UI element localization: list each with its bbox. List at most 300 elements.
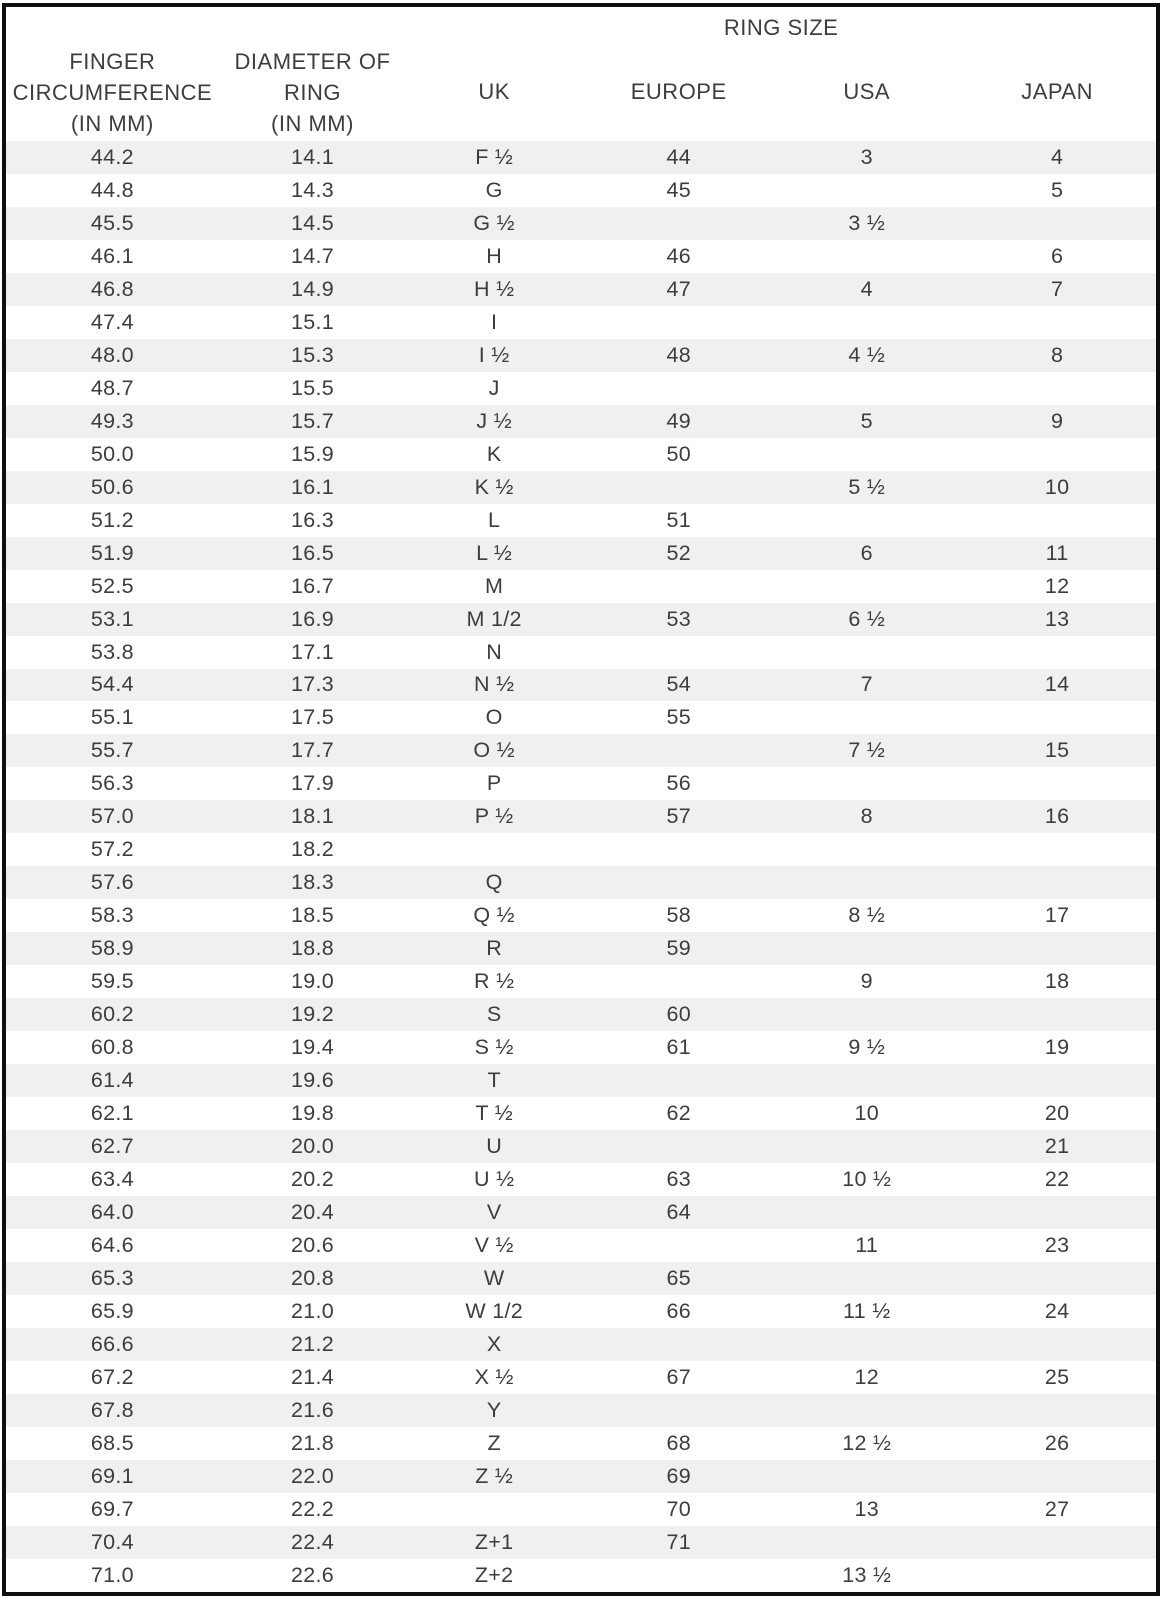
table-cell: 19.8 xyxy=(290,1101,334,1126)
table-cell xyxy=(775,438,958,471)
table-row xyxy=(6,1196,1156,1229)
table-cell: 55.1 xyxy=(90,705,134,730)
table-cell: 12 ½ xyxy=(842,1430,892,1455)
table-cell: 46.8 xyxy=(90,276,134,301)
table-row xyxy=(6,1064,1156,1097)
table-cell: 7 ½ xyxy=(848,738,886,763)
table-cell: 4 xyxy=(1050,144,1064,169)
table-row xyxy=(6,504,1156,537)
table-cell: 19.4 xyxy=(290,1035,334,1060)
table-cell: 67.8 xyxy=(90,1397,134,1422)
table-cell: 21.2 xyxy=(290,1331,334,1356)
table-cell: K ½ xyxy=(474,474,514,499)
table-cell xyxy=(958,1262,1156,1295)
table-cell: 44.2 xyxy=(90,144,134,169)
table-cell: 61 xyxy=(666,1035,691,1060)
table-cell xyxy=(582,1394,775,1427)
table-row xyxy=(6,1526,1156,1559)
table-cell: 49.3 xyxy=(90,408,134,433)
table-cell: 48.0 xyxy=(90,342,134,367)
table-cell xyxy=(775,1130,958,1163)
table-cell: 65 xyxy=(666,1265,691,1290)
table-row xyxy=(6,1097,1156,1130)
table-cell: 68.5 xyxy=(90,1430,134,1455)
table-cell: K xyxy=(486,441,502,466)
table-cell: 3 xyxy=(860,144,873,169)
table-cell: 52.5 xyxy=(90,573,134,598)
table-cell xyxy=(775,504,958,537)
table-cell: P ½ xyxy=(474,804,514,829)
table-cell: 69.7 xyxy=(90,1496,134,1521)
table-cell: P xyxy=(486,771,502,796)
table-cell: 7 xyxy=(1050,276,1064,301)
table-cell: 65.3 xyxy=(90,1265,134,1290)
table-row xyxy=(6,603,1156,636)
table-cell xyxy=(582,866,775,899)
table-cell xyxy=(406,833,582,866)
table-cell: 62 xyxy=(666,1101,691,1126)
table-cell: 27 xyxy=(1044,1496,1070,1521)
table-cell xyxy=(958,1196,1156,1229)
table-cell: 50.6 xyxy=(90,474,134,499)
table-row xyxy=(6,1262,1156,1295)
table-cell: 16.3 xyxy=(290,507,334,532)
table-cell: N ½ xyxy=(473,672,515,697)
header-uk: UK xyxy=(478,79,510,104)
table-cell: 16.9 xyxy=(290,606,334,631)
table-cell xyxy=(582,734,775,767)
table-row xyxy=(6,1361,1156,1394)
table-cell: 18.5 xyxy=(290,903,334,928)
table-cell: 15.9 xyxy=(290,441,334,466)
table-cell: 54 xyxy=(666,672,691,697)
table-cell: 57.0 xyxy=(90,804,134,829)
table-cell: 70 xyxy=(666,1496,691,1521)
table-cell: 6 xyxy=(1050,243,1064,268)
table-row xyxy=(6,1295,1156,1328)
table-cell: T ½ xyxy=(475,1101,513,1126)
table-cell: 48 xyxy=(666,342,691,367)
table-row xyxy=(6,141,1156,174)
table-cell: 68 xyxy=(666,1430,691,1455)
header-europe: EUROPE xyxy=(630,79,727,104)
table-cell xyxy=(775,240,958,273)
table-row xyxy=(6,438,1156,471)
table-cell xyxy=(775,833,958,866)
table-cell: V xyxy=(486,1199,502,1224)
table-frame xyxy=(2,3,1160,1596)
table-row xyxy=(6,734,1156,767)
table-cell: 19.0 xyxy=(290,969,334,994)
table-cell: I xyxy=(491,309,498,334)
table-cell: 14 xyxy=(1044,672,1070,697)
table-cell: 18.8 xyxy=(290,936,334,961)
table-cell xyxy=(582,372,775,405)
table-cell: H ½ xyxy=(473,276,515,301)
table-row xyxy=(6,701,1156,734)
table-cell: 51 xyxy=(666,507,691,532)
table-cell: G xyxy=(485,177,503,202)
table-cell: 13 xyxy=(854,1496,879,1521)
table-row xyxy=(6,1130,1156,1163)
table-cell: 69.1 xyxy=(90,1463,134,1488)
table-cell: R ½ xyxy=(473,969,515,994)
table-cell: 21.0 xyxy=(290,1298,334,1323)
table-cell: 7 xyxy=(860,672,873,697)
table-cell: W xyxy=(483,1265,505,1290)
table-cell: 10 ½ xyxy=(842,1167,892,1192)
table-cell: 13 xyxy=(1044,606,1070,631)
table-cell: 5 xyxy=(1050,177,1064,202)
table-cell: 24 xyxy=(1044,1298,1070,1323)
table-cell: 65.9 xyxy=(90,1298,134,1323)
table-cell: 66 xyxy=(666,1298,691,1323)
table-cell: 18.3 xyxy=(290,870,334,895)
header-finger-circumference xyxy=(6,43,219,141)
table-cell xyxy=(582,636,775,669)
table-cell xyxy=(582,570,775,603)
table-row xyxy=(6,800,1156,833)
table-cell: 64.6 xyxy=(90,1232,134,1257)
table-cell xyxy=(775,1394,958,1427)
table-cell xyxy=(775,174,958,207)
table-cell: 44 xyxy=(666,144,691,169)
table-cell xyxy=(406,1493,582,1526)
table-cell: 13 ½ xyxy=(842,1562,892,1587)
table-cell: S xyxy=(486,1002,502,1027)
table-cell xyxy=(958,207,1156,240)
table-cell: N xyxy=(486,639,503,664)
table-cell: 49 xyxy=(666,408,691,433)
table-cell xyxy=(958,636,1156,669)
table-cell: 19.2 xyxy=(290,1002,334,1027)
table-cell: Z ½ xyxy=(475,1463,514,1488)
table-row xyxy=(6,174,1156,207)
table-cell xyxy=(582,207,775,240)
table-cell: Z xyxy=(487,1430,501,1455)
table-cell: 71 xyxy=(666,1529,691,1554)
table-cell xyxy=(582,1064,775,1097)
table-cell: 59 xyxy=(666,936,691,961)
table-cell xyxy=(775,306,958,339)
table-row xyxy=(6,899,1156,932)
table-cell: 4 xyxy=(860,276,873,301)
table-cell: 8 xyxy=(1050,342,1064,367)
table-cell: 55.7 xyxy=(90,738,134,763)
table-cell: 67 xyxy=(666,1364,691,1389)
table-cell: 52 xyxy=(666,540,691,565)
table-cell: 12 xyxy=(854,1364,879,1389)
table-cell: 58 xyxy=(666,903,691,928)
table-cell xyxy=(775,932,958,965)
table-row xyxy=(6,372,1156,405)
table-cell: S ½ xyxy=(474,1035,514,1060)
table-cell: X xyxy=(486,1331,502,1356)
table-cell: 64 xyxy=(666,1199,691,1224)
table-cell: 12 xyxy=(1044,573,1070,598)
table-row xyxy=(6,1493,1156,1526)
table-cell: 63 xyxy=(666,1167,691,1192)
table-cell: 70.4 xyxy=(90,1529,134,1554)
header-diameter-line1: DIAMETER OF xyxy=(234,48,391,74)
table-cell: 20.6 xyxy=(290,1232,334,1257)
table-cell: 16.7 xyxy=(290,573,334,598)
table-cell: 23 xyxy=(1044,1232,1070,1257)
table-row xyxy=(6,965,1156,998)
table-row xyxy=(6,537,1156,570)
table-cell: 51.9 xyxy=(90,540,134,565)
table-cell: 18.2 xyxy=(290,837,334,862)
table-cell xyxy=(582,306,775,339)
table-cell: 21 xyxy=(1044,1134,1070,1159)
table-cell xyxy=(958,1064,1156,1097)
table-cell xyxy=(958,438,1156,471)
title-row xyxy=(6,7,1156,43)
table-cell: 18 xyxy=(1044,969,1070,994)
table-row xyxy=(6,240,1156,273)
table-row xyxy=(6,866,1156,899)
table-cell: 14.3 xyxy=(290,177,334,202)
table-cell: 20.4 xyxy=(290,1199,334,1224)
column-header-row xyxy=(6,43,1156,141)
table-cell: 16.5 xyxy=(290,540,334,565)
table-cell xyxy=(958,1394,1156,1427)
table-cell: 16.1 xyxy=(290,474,334,499)
table-cell: I ½ xyxy=(478,342,510,367)
table-row xyxy=(6,207,1156,240)
table-cell: 66.6 xyxy=(90,1331,134,1356)
table-cell xyxy=(775,998,958,1031)
header-finger-circumference-line2: CIRCUMFERENCE xyxy=(12,79,213,105)
table-cell: 57 xyxy=(666,804,691,829)
table-cell: 17.9 xyxy=(290,771,334,796)
table-cell: T xyxy=(487,1068,501,1093)
table-cell xyxy=(775,1328,958,1361)
table-row xyxy=(6,471,1156,504)
table-cell: F ½ xyxy=(475,144,514,169)
table-cell: 60.2 xyxy=(90,1002,134,1027)
table-row xyxy=(6,998,1156,1031)
header-finger-circumference-line3: (IN MM) xyxy=(70,110,154,136)
table-cell xyxy=(958,1559,1156,1592)
header-diameter-line3: (IN MM) xyxy=(271,110,354,136)
table-cell: Q ½ xyxy=(473,903,515,928)
table-cell xyxy=(775,701,958,734)
table-cell xyxy=(582,1328,775,1361)
table-row xyxy=(6,1394,1156,1427)
table-cell: 67.2 xyxy=(90,1364,134,1389)
table-cell: 9 xyxy=(860,969,873,994)
table-cell: L xyxy=(488,507,501,532)
table-cell: X ½ xyxy=(474,1364,514,1389)
header-usa: USA xyxy=(843,79,891,104)
table-cell: 19.6 xyxy=(290,1068,334,1093)
table-cell: 59.5 xyxy=(90,969,134,994)
table-cell xyxy=(775,767,958,800)
table-row xyxy=(6,1427,1156,1460)
table-cell: 71.0 xyxy=(90,1562,134,1587)
table-row xyxy=(6,405,1156,438)
table-cell: 21.6 xyxy=(290,1397,334,1422)
header-finger-circumference-line1: FINGER xyxy=(69,48,156,74)
table-cell xyxy=(958,1460,1156,1493)
table-cell: 14.1 xyxy=(290,144,334,169)
table-cell: 64.0 xyxy=(90,1199,134,1224)
table-cell: 11 xyxy=(855,1232,879,1257)
ring-size-conversion-table xyxy=(6,7,1156,1592)
table-cell: 17 xyxy=(1044,903,1070,928)
table-cell: Y xyxy=(486,1397,502,1422)
table-cell: 5 xyxy=(860,408,873,433)
table-cell: 3 ½ xyxy=(848,210,886,235)
table-cell: 21.8 xyxy=(290,1430,334,1455)
table-cell: 50.0 xyxy=(90,441,134,466)
header-diameter-of-ring xyxy=(219,43,406,141)
table-cell: Z+1 xyxy=(474,1529,514,1554)
table-cell: J ½ xyxy=(476,408,512,433)
header-diameter-line2: RING xyxy=(283,79,341,105)
table-cell: 15.3 xyxy=(290,342,334,367)
table-cell: 10 xyxy=(854,1101,879,1126)
table-cell: 53.1 xyxy=(90,606,134,631)
table-cell: 61.4 xyxy=(90,1068,134,1093)
table-cell: 26 xyxy=(1044,1430,1070,1455)
table-cell xyxy=(582,471,775,504)
table-cell: 60.8 xyxy=(90,1035,134,1060)
table-cell: 20.0 xyxy=(290,1134,334,1159)
table-row xyxy=(6,932,1156,965)
table-cell: 6 xyxy=(860,540,873,565)
table-cell xyxy=(582,833,775,866)
table-cell xyxy=(958,833,1156,866)
table-cell: 15.7 xyxy=(290,408,334,433)
title-spacer xyxy=(6,7,406,43)
table-cell: 45.5 xyxy=(90,210,134,235)
table-cell: 15 xyxy=(1044,738,1070,763)
table-cell: 56 xyxy=(666,771,691,796)
table-cell xyxy=(775,1526,958,1559)
table-row xyxy=(6,833,1156,866)
table-cell: G ½ xyxy=(473,210,515,235)
table-row xyxy=(6,669,1156,702)
table-cell: 62.7 xyxy=(90,1134,134,1159)
table-cell: 47 xyxy=(666,276,691,301)
table-cell xyxy=(958,1328,1156,1361)
table-cell xyxy=(775,1064,958,1097)
table-cell: 8 xyxy=(860,804,873,829)
table-cell: 25 xyxy=(1044,1364,1070,1389)
table-cell: Z+2 xyxy=(474,1562,514,1587)
table-row xyxy=(6,1460,1156,1493)
table-cell: Q xyxy=(485,870,503,895)
table-cell: 22.4 xyxy=(290,1529,334,1554)
table-cell xyxy=(958,1526,1156,1559)
table-row xyxy=(6,1031,1156,1064)
table-cell: 57.2 xyxy=(90,837,134,862)
table-cell: 14.5 xyxy=(290,210,334,235)
table-cell: M 1/2 xyxy=(466,606,522,631)
table-header xyxy=(6,7,1156,141)
table-cell: 57.6 xyxy=(90,870,134,895)
table-cell: 18.1 xyxy=(290,804,334,829)
table-cell xyxy=(958,767,1156,800)
table-cell: 44.8 xyxy=(90,177,134,202)
table-cell: 56.3 xyxy=(90,771,134,796)
table-cell: 51.2 xyxy=(90,507,134,532)
table-cell: 17.1 xyxy=(290,639,334,664)
table-cell: 17.7 xyxy=(290,738,334,763)
table-cell: J xyxy=(488,375,500,400)
table-cell: 11 ½ xyxy=(843,1298,891,1323)
table-cell xyxy=(958,306,1156,339)
table-cell xyxy=(582,1130,775,1163)
table-cell xyxy=(775,636,958,669)
table-cell: 46 xyxy=(666,243,691,268)
table-cell xyxy=(582,1229,775,1262)
table-row xyxy=(6,636,1156,669)
table-cell: M xyxy=(485,573,504,598)
table-cell: 20.2 xyxy=(290,1167,334,1192)
table-cell: 14.9 xyxy=(290,276,334,301)
header-japan: JAPAN xyxy=(1021,79,1093,104)
table-row xyxy=(6,767,1156,800)
ring-size-title: RING SIZE xyxy=(723,15,839,40)
table-cell xyxy=(958,998,1156,1031)
table-cell: 53 xyxy=(666,606,691,631)
table-cell: 54.4 xyxy=(90,672,134,697)
table-cell: O xyxy=(485,705,503,730)
table-cell xyxy=(958,372,1156,405)
table-cell: 69 xyxy=(666,1463,691,1488)
table-cell: 47.4 xyxy=(90,309,134,334)
table-cell: 45 xyxy=(666,177,691,202)
table-cell: U ½ xyxy=(473,1167,515,1192)
table-cell: 17.5 xyxy=(290,705,334,730)
table-cell: U xyxy=(486,1134,503,1159)
table-cell: L ½ xyxy=(476,540,513,565)
table-body xyxy=(6,141,1156,1592)
table-cell: 50 xyxy=(666,441,691,466)
table-cell: 22.0 xyxy=(290,1463,334,1488)
table-cell: 22 xyxy=(1044,1167,1070,1192)
table-cell xyxy=(582,1559,775,1592)
table-cell xyxy=(958,504,1156,537)
table-cell: 6 ½ xyxy=(848,606,886,631)
table-cell: 53.8 xyxy=(90,639,134,664)
table-cell xyxy=(958,866,1156,899)
table-cell: 46.1 xyxy=(90,243,134,268)
table-cell: 58.3 xyxy=(90,903,134,928)
table-cell: 60 xyxy=(666,1002,691,1027)
table-cell: 21.4 xyxy=(290,1364,334,1389)
table-cell: 9 xyxy=(1050,408,1064,433)
table-cell: 55 xyxy=(666,705,691,730)
table-cell: 48.7 xyxy=(90,375,134,400)
table-row xyxy=(6,570,1156,603)
table-cell: 10 xyxy=(1044,474,1070,499)
table-cell: 22.6 xyxy=(290,1562,334,1587)
table-cell xyxy=(775,372,958,405)
table-cell: O ½ xyxy=(473,738,515,763)
table-cell: 22.2 xyxy=(290,1496,334,1521)
table-cell: W 1/2 xyxy=(465,1298,523,1323)
table-cell: 8 ½ xyxy=(848,903,886,928)
table-cell: 19 xyxy=(1044,1035,1070,1060)
table-cell xyxy=(775,570,958,603)
table-cell: V ½ xyxy=(474,1232,514,1257)
table-row xyxy=(6,1163,1156,1196)
table-cell: 17.3 xyxy=(290,672,334,697)
